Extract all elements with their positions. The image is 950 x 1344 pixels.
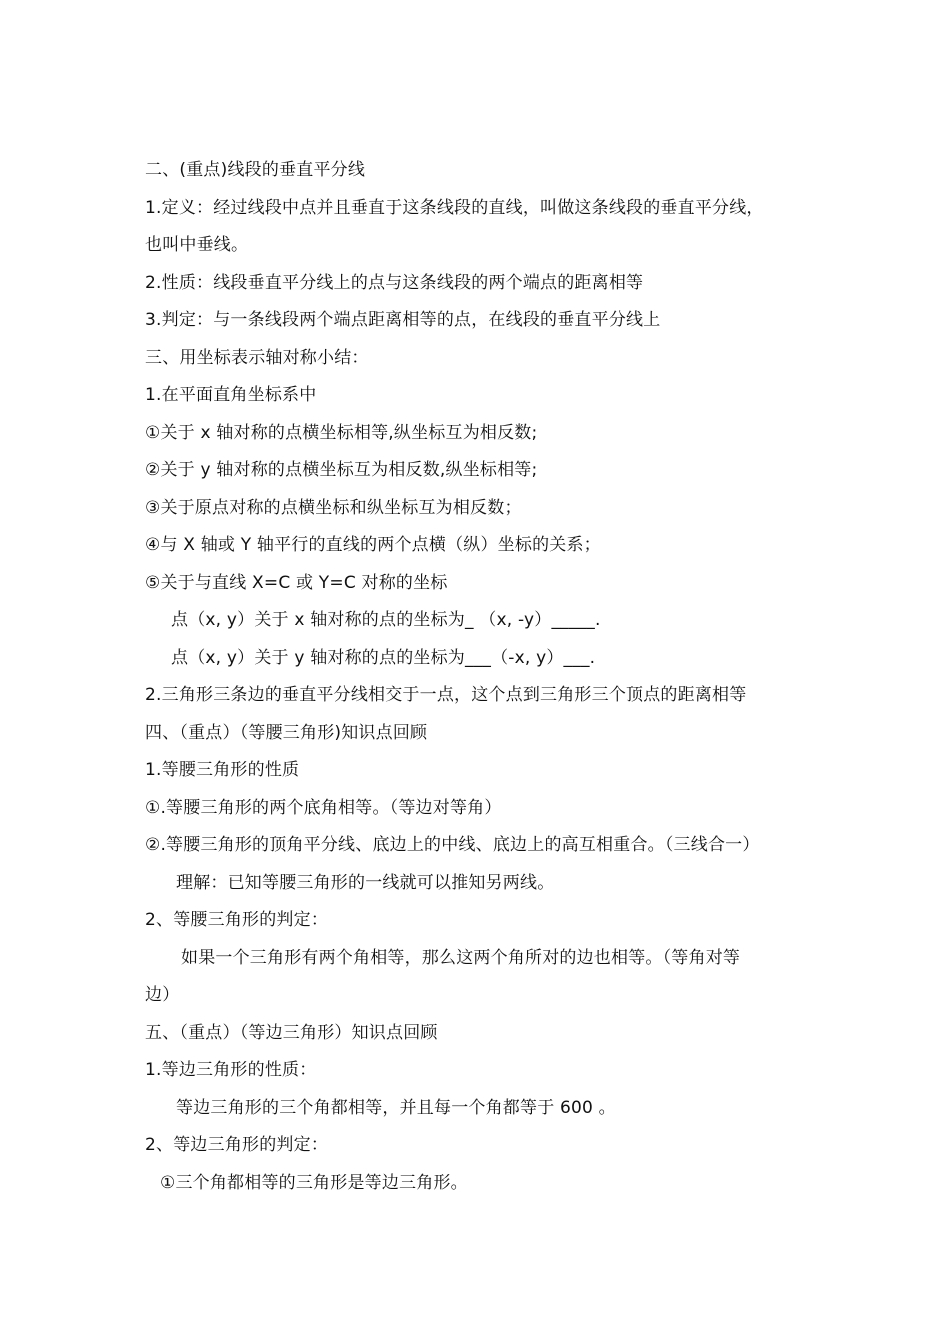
isosceles-properties-heading: 1.等腰三角形的性质 [145,760,300,780]
parallel-lines-line: ④与 X 轴或 Y 轴平行的直线的两个点横（纵）坐标的关系； [145,535,601,555]
equilateral-judgement-heading: 2、等边三角形的判定： [145,1135,329,1155]
y-axis-example-line: 点（x, y）关于 y 轴对称的点的坐标为___（-x, y）___. [171,648,596,668]
line-symmetry-line: ⑤关于与直线 X=C 或 Y=C 对称的坐标 [145,573,448,593]
section-heading-equilateral: 五、（重点）（等边三角形）知识点回顾 [145,1023,438,1043]
isosceles-judgement-continuation: 边） [145,985,180,1005]
equilateral-judgement-line: ①三个角都相等的三角形是等边三角形。 [160,1173,468,1193]
judgement-line: 3.判定：与一条线段两个端点距离相等的点，在线段的垂直平分线上 [145,310,661,330]
isosceles-judgement-heading: 2、等腰三角形的判定： [145,910,329,930]
x-axis-example-line: 点（x, y）关于 x 轴对称的点的坐标为_ （x, -y）_____. [171,610,601,630]
origin-symmetry-line: ③关于原点对称的点横坐标和纵坐标互为相反数； [145,498,522,518]
definition-line: 1.定义：经过线段中点并且垂直于这条线段的直线，叫做这条线段的垂直平分线， [145,198,764,218]
definition-continuation: 也叫中垂线。 [145,235,249,255]
isosceles-judgement-line: 如果一个三角形有两个角相等，那么这两个角所对的边也相等。（等角对等 [181,948,741,968]
coordinate-system-line: 1.在平面直角坐标系中 [145,385,317,405]
section-heading-perpendicular-bisector: 二、(重点)线段的垂直平分线 [145,160,366,180]
isosceles-three-lines-line: ②.等腰三角形的顶角平分线、底边上的中线、底边上的高互相重合。（三线合一） [145,835,760,855]
property-line: 2.性质：线段垂直平分线上的点与这条线段的两个端点的距离相等 [145,273,644,293]
x-axis-symmetry-line: ①关于 x 轴对称的点横坐标相等,纵坐标互为相反数; [145,423,538,443]
isosceles-base-angles-line: ①.等腰三角形的两个底角相等。（等边对等角） [145,798,502,818]
understanding-line: 理解：已知等腰三角形的一线就可以推知另两线。 [176,873,555,893]
y-axis-symmetry-line: ②关于 y 轴对称的点横坐标互为相反数,纵坐标相等; [145,460,538,480]
section-heading-coordinates: 三、用坐标表示轴对称小结： [145,348,369,368]
equilateral-properties-heading: 1.等边三角形的性质： [145,1060,317,1080]
triangle-bisector-line: 2.三角形三条边的垂直平分线相交于一点，这个点到三角形三个顶点的距离相等 [145,685,747,705]
equilateral-angles-line: 等边三角形的三个角都相等，并且每一个角都等于 600 。 [176,1098,616,1118]
section-heading-isosceles: 四、（重点）（等腰三角形)知识点回顾 [145,723,428,743]
